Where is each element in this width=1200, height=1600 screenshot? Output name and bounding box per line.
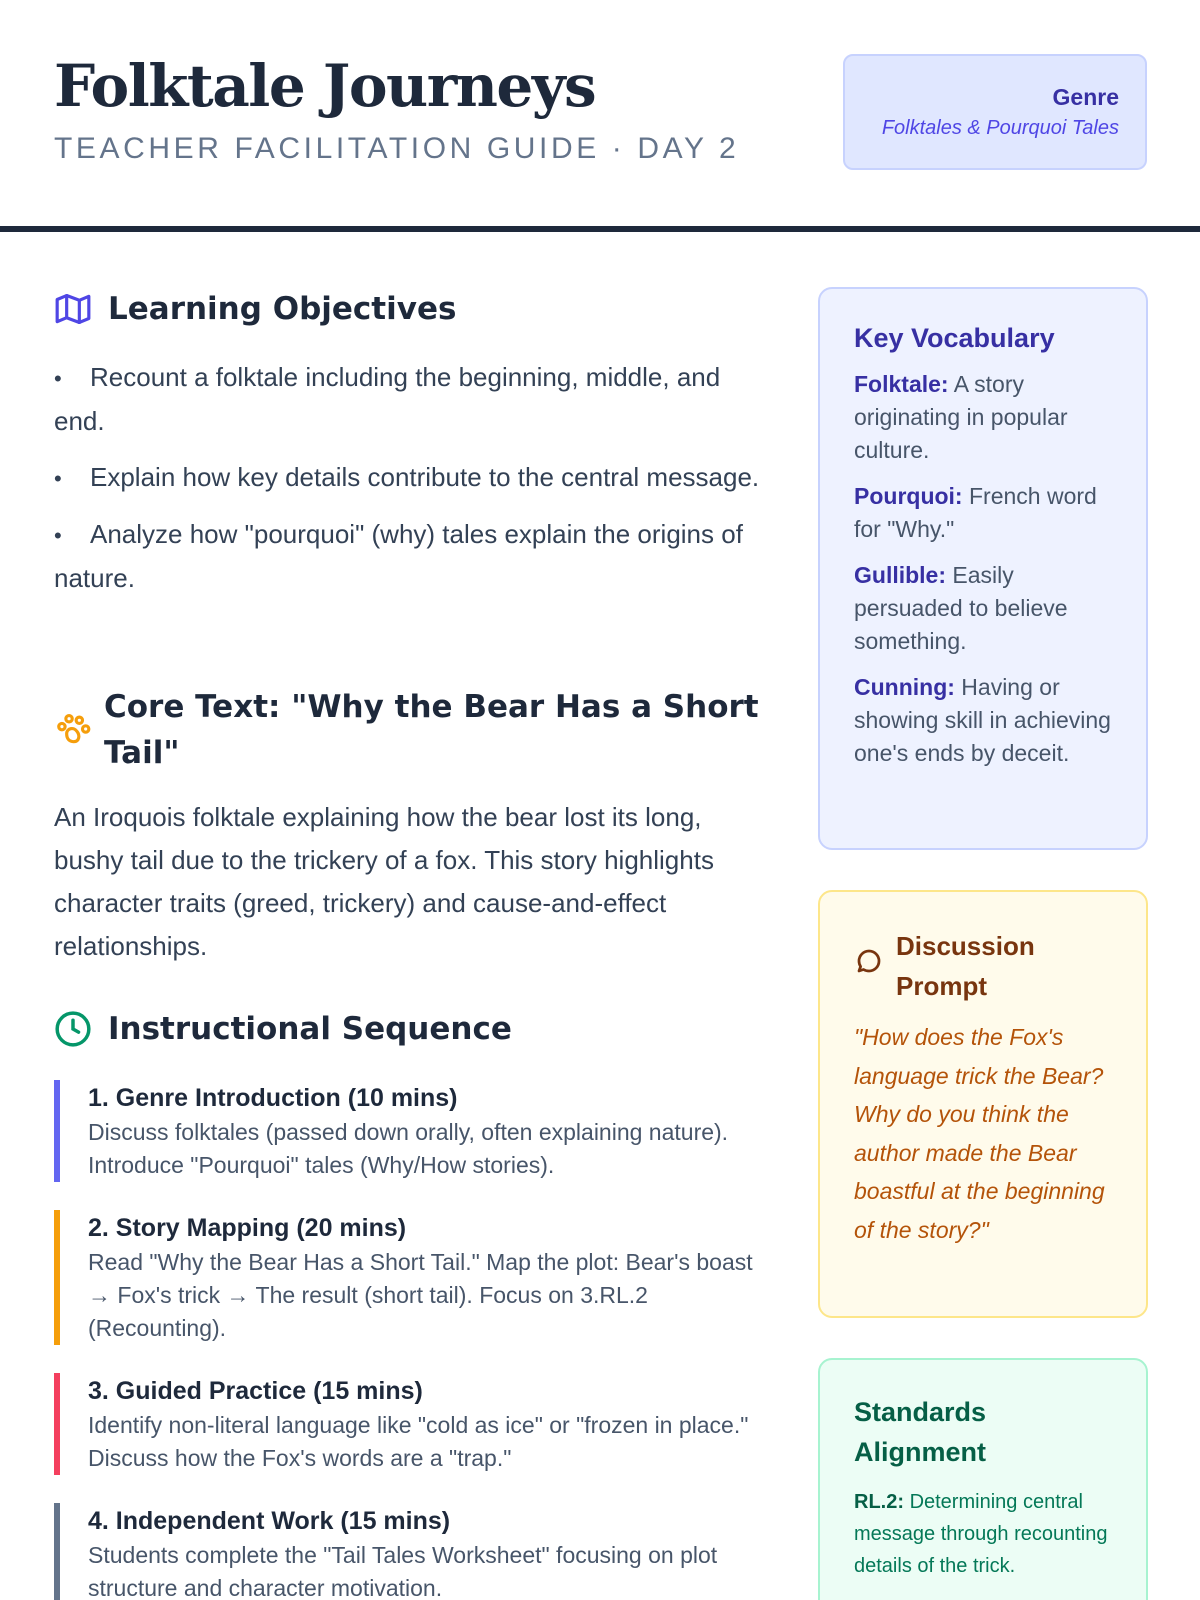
sequence-step bbox=[54, 1373, 766, 1475]
page-subtitle: TEACHER FACILITATION GUIDE · DAY 2 bbox=[54, 132, 740, 165]
discussion-heading: Discussion Prompt bbox=[896, 931, 1035, 1001]
objective-item bbox=[54, 356, 766, 443]
objectives-heading: Learning Objectives bbox=[108, 291, 457, 327]
objective-item bbox=[54, 513, 766, 600]
sequence-steps bbox=[54, 1080, 766, 1600]
core-text-section-header bbox=[54, 684, 764, 776]
objectives-section-header bbox=[54, 286, 456, 332]
page-header bbox=[0, 0, 1200, 232]
discussion-prompt-text: "How does the Fox's language trick the Bear? Why do you think the author made the Bear boastful at the beginning of the story?" bbox=[854, 1024, 1105, 1243]
sequence-heading: Instructional Sequence bbox=[108, 1011, 512, 1047]
sequence-step bbox=[54, 1503, 766, 1600]
vocab-item bbox=[854, 368, 1114, 467]
map-icon bbox=[54, 290, 92, 328]
speech-bubble-icon bbox=[854, 946, 884, 976]
sequence-step bbox=[54, 1080, 766, 1182]
bullet-icon: • bbox=[54, 466, 62, 491]
genre-label: Genre bbox=[1052, 84, 1119, 110]
objective-item bbox=[54, 456, 766, 500]
discussion-header bbox=[854, 926, 1118, 1006]
step-description: Identify non-literal language like "cold as ice" or "frozen in place." Discuss how the Fox's words are a "trap." bbox=[88, 1412, 749, 1471]
discussion-prompt-card bbox=[818, 890, 1148, 1318]
step-title: 1. Genre Introduction (10 mins) bbox=[88, 1084, 458, 1112]
standards-heading: Standards Alignment bbox=[854, 1397, 987, 1467]
step-description: Discuss folktales (passed down orally, often explaining nature). Introduce "Pourquoi" tales (Why/How stories). bbox=[88, 1119, 729, 1178]
vocab-item bbox=[854, 559, 1114, 658]
objective-text: Explain how key details contribute to the central message. bbox=[90, 462, 760, 492]
vocab-term: Pourquoi: bbox=[854, 483, 963, 509]
step-description: Read "Why the Bear Has a Short Tail." Map the plot: Bear's boast → Fox's trick → The result (short tail). Focus on 3.RL.2 (Recounting). bbox=[88, 1249, 753, 1341]
vocab-term: Folktale: bbox=[854, 371, 949, 397]
step-description: Students complete the "Tail Tales Worksheet" focusing on plot structure and character motivation. bbox=[88, 1542, 718, 1600]
standard-text: Determining central message through recounting details of the trick. bbox=[854, 1491, 1108, 1577]
vocab-definition: A story originating in popular culture. bbox=[854, 371, 1068, 463]
bullet-icon: • bbox=[54, 523, 62, 548]
standard-item bbox=[854, 1486, 1116, 1582]
step-title: 2. Story Mapping (20 mins) bbox=[88, 1214, 407, 1242]
vocab-definition: Having or showing skill in achieving one's ends by deceit. bbox=[854, 674, 1111, 766]
genre-value: Folktales & Pourquoi Tales bbox=[881, 117, 1119, 139]
paw-print-icon bbox=[54, 710, 92, 748]
vocab-definition: French word for "Why." bbox=[854, 483, 1097, 542]
page-title: Folktale Journeys bbox=[54, 52, 596, 120]
vocab-item bbox=[854, 480, 1114, 546]
genre-box bbox=[843, 54, 1147, 170]
bullet-icon: • bbox=[54, 366, 62, 391]
sequence-section-header bbox=[54, 1006, 512, 1052]
core-text-description: An Iroquois folktale explaining how the bear lost its long, bushy tail due to the trickery of a fox. This story highlights character traits (greed, trickery) and cause-and-effect relationships. bbox=[54, 802, 714, 961]
sequence-step bbox=[54, 1210, 766, 1345]
vocab-term: Gullible: bbox=[854, 562, 946, 588]
clock-icon bbox=[54, 1010, 92, 1048]
vocabulary-heading: Key Vocabulary bbox=[854, 323, 1055, 353]
step-title: 3. Guided Practice (15 mins) bbox=[88, 1377, 423, 1405]
core-text-heading: Core Text: "Why the Bear Has a Short Tail" bbox=[104, 689, 759, 771]
vocab-term: Cunning: bbox=[854, 674, 955, 700]
objective-text: Recount a folktale including the beginning, middle, and end. bbox=[54, 362, 721, 436]
vocab-item bbox=[854, 671, 1114, 770]
objectives-list bbox=[54, 356, 766, 613]
standard-code: RL.2: bbox=[854, 1491, 904, 1513]
standards-card bbox=[818, 1358, 1148, 1600]
vocab-definition: Easily persuaded to believe something. bbox=[854, 562, 1068, 654]
objective-text: Analyze how "pourquoi" (why) tales explain the origins of nature. bbox=[54, 519, 743, 593]
step-title: 4. Independent Work (15 mins) bbox=[88, 1507, 451, 1535]
vocabulary-card bbox=[818, 287, 1148, 850]
